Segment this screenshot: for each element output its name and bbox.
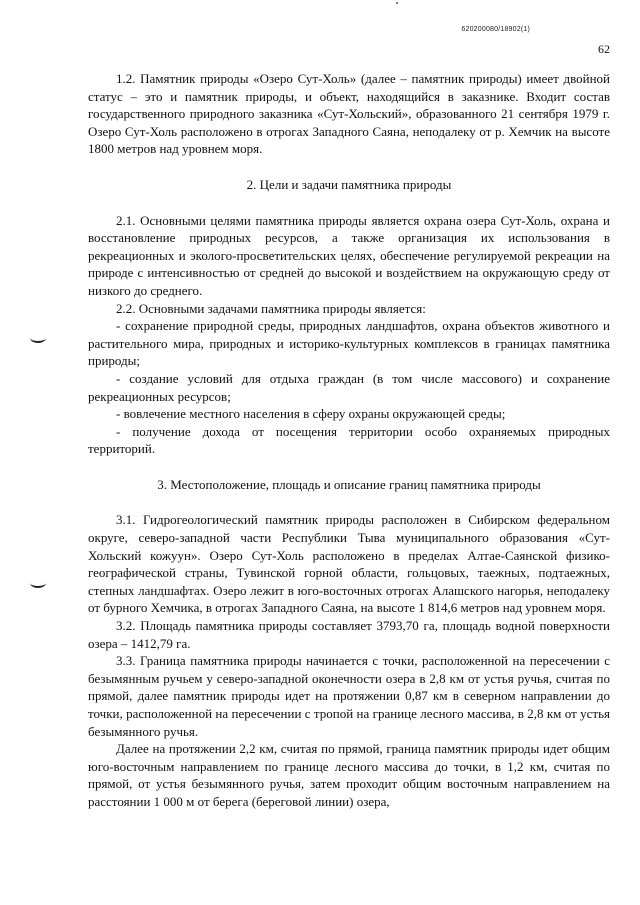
page-number: 62 [598, 42, 610, 56]
task-item: - получение дохода от посещения территории особо охраняемых природных территорий. [88, 423, 610, 457]
paragraph-3-1: 3.1. Гидрогеологический памятник природы расположен в Сибирском федеральном округе, северо-западной части Республики Тыва муниципального образования «Сут-Хольский кожуун». Озеро Сут-Холь расположено в пределах Алтае-Саянской физико-географической страны, Тувинской горной области, гольцовых, таежных, подтаежных, степных ландшафтах. Озеро лежит в юго-восточных отрогах Алашского нагорья, неподалеку от бурного Хемчика, в отрогах Западного Саяна, на высоте 1 814,6 метров над уровнем моря. [88, 512, 610, 616]
paragraph-1-2: 1.2. Памятник природы «Озеро Сут-Холь» (далее – памятник природы) имеет двойной статус – это и памятник природы, и объект, находящийся в заказнике. Входит состав государственного природного заказника «Сут-Хольский», образованного 21 сентября 1979 г. Озеро Сут-Холь расположено в отрогах Западного Саяна, неподалеку от р. Хемчик на высоте 1800 метров над уровнем моря. [88, 71, 610, 157]
document-body [88, 70, 610, 811]
margin-mark [30, 333, 46, 343]
scan-speck [396, 2, 398, 4]
paragraph-2-2: 2.2. Основными задачами памятника природы является: [116, 300, 426, 316]
document-number: 620200080/18902(1) [461, 26, 530, 33]
paragraph-3-3: 3.3. Граница памятника природы начинается с точки, расположенной на пересечении с безымянным ручьем у северо-западной оконечности озера в 2,8 км от устья ручья, считая по прямой, далее памятник природы идет на протяжении 0,87 км в северном направлении до точки, расположенной на пересечении с тропой на границе лесного массива, в 2,8 км от устья безымянного ручья. [88, 653, 610, 739]
task-item: - сохранение природной среды, природных ландшафтов, охрана объектов животного и растительного мира, природных и историко-культурных комплексов в границах памятника природы; [88, 318, 610, 369]
margin-mark [30, 578, 46, 588]
task-item: - создание условий для отдыха граждан (в том числе массового) и сохранение рекреационных ресурсов; [88, 370, 610, 404]
section-heading-2: 2. Цели и задачи памятника природы [246, 176, 452, 192]
section-heading-3: 3. Местоположение, площадь и описание границ памятника природы [157, 476, 541, 492]
paragraph-2-1: 2.1. Основными целями памятника природы является охрана озера Сут-Холь, охрана и восстановление природных ресурсов, а также организация их использования в рекреационных и эколого-просветительских целях, обеспечение регулируемой рекреации на природе с интенсивностью от средней до высокой и воздействием на окружающую среду от низкого до среднего. [88, 212, 610, 298]
paragraph-3-2: 3.2. Площадь памятника природы составляет 3793,70 га, площадь водной поверхности озера – 1412,79 га. [88, 618, 610, 651]
task-item: - вовлечение местного населения в сферу охраны окружающей среды; [116, 406, 506, 422]
paragraph-3-4: Далее на протяжении 2,2 км, считая по прямой, граница памятник природы идет общим юго-восточным направлением по границе лесного массива до точки, в 1,2 км, считая по прямой, от устья безымянного ручья, затем проходит общим восточным направлением на расстоянии 1 000 м от берега (береговой линии) озера, [88, 741, 610, 809]
